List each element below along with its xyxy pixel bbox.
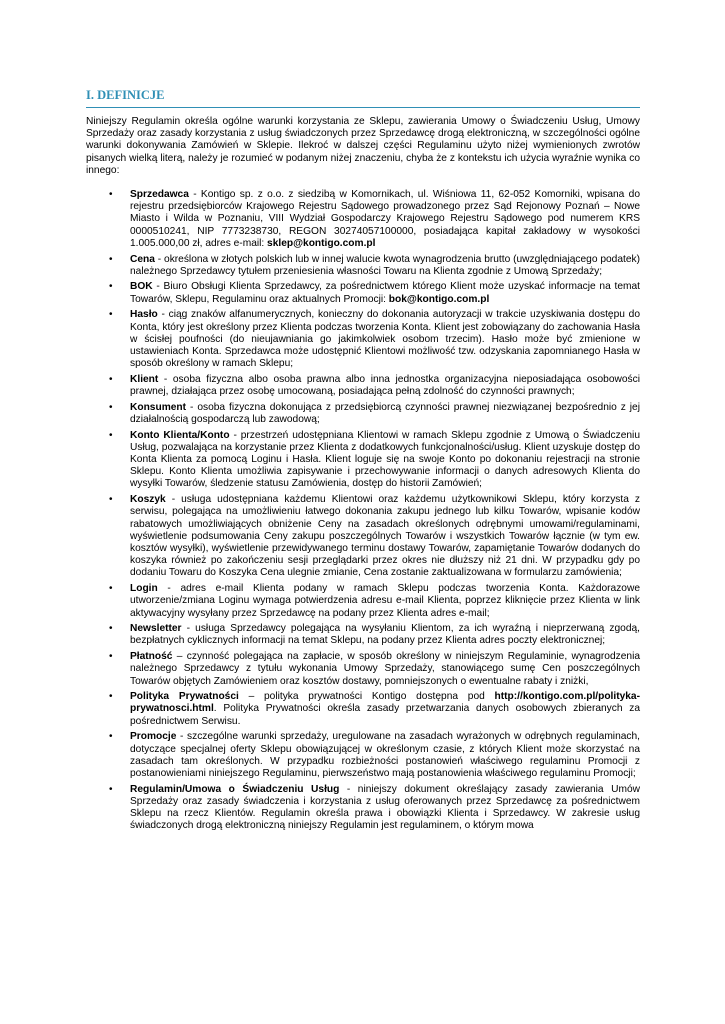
definition-emphasis: bok@kontigo.com.pl bbox=[388, 293, 490, 305]
definition-term: Hasło bbox=[130, 309, 158, 321]
definition-text: – czynność polegająca na zapłacie, w sposób określony w niniejszym Regulaminie, wynagrodzenia należnego Sprzedawcy z tytułu wykonania Umowy Sprzedaży, stanowiącego sumę Cen poszczególnych Towarów objętych Zamówieniem oraz kosztów dostawy, pomniejszonych o ewentualne rabaty i zniżki, bbox=[130, 651, 640, 687]
definition-item bbox=[86, 731, 640, 780]
definition-term: Płatność bbox=[130, 651, 173, 663]
bullet-icon: • bbox=[109, 691, 113, 703]
definition-item bbox=[86, 583, 640, 620]
definition-text: - osoba fizyczna albo osoba prawna albo inna jednostka organizacyjna nieposiadająca osobowości prawnej, działająca przez osobę umocowaną, posiadająca pełną zdolność do czynności prawnych; bbox=[130, 373, 640, 398]
definition-text: - szczególne warunki sprzedaży, uregulowane na zasadach wyrażonych w odrębnych regulaminach, dotyczące specjalnej oferty Sklepu obowiązującej w określonym czasie, z których Klient może skorzystać na zasadach tam określonych. W przypadku rozbieżności postanowień właściwego regulaminu Promocji z postanowieniami niniejszego Regulaminu, pierwszeństwo mają postanowienia właściwego regulaminu Promocji; bbox=[130, 731, 640, 779]
definition-text: - przestrzeń udostępniana Klientowi w ramach Sklepu zgodnie z Umową o Świadczeniu Usług, pozwalająca na korzystanie przez Klienta z dodatkowych funkcjonalności/usług. Klient uzyskuje dostęp do Konta Klienta za pomocą Loginu i Hasła. Klient loguje się na swoje Konto po dokonaniu rejestracji na stronie Sklepu. Konto Klienta umożliwia zapisywanie i przechowywanie informacji o danych adresowych Klienta do wysyłki Towarów, śledzenie statusu Zamówienia, dostęp do historii Zamówień; bbox=[130, 429, 640, 490]
definition-text: – polityka prywatności Kontigo dostępna pod bbox=[238, 691, 495, 703]
bullet-icon: • bbox=[109, 651, 113, 663]
intro-paragraph: Niniejszy Regulamin określa ogólne warunki korzystania ze Sklepu, zawierania Umowy o Świadczeniu Usług, Umowy Sprzedaży oraz zasady korzystania z usług świadczonych przez Sprzedawcę drogą elektroniczną, w szczególności ogólne warunki dokonywania Zamówień w Sklepie. Ilekroć w dalszej części Regulaminu użyto niżej wymienionych zwrotów pisanych wielką literą, należy je rozumieć w podanym niżej znaczeniu, chyba że z kontekstu ich użycia wyraźnie wynika co innego: bbox=[86, 116, 640, 176]
definition-text: - niniejszy dokument określający zasady zawierania Umów Sprzedaży oraz zasady świadczenia i korzystania z usług oferowanych przez Sprzedawcę za pośrednictwem Sklepu na rzecz Klientów. Regulamin określa prawa i obowiązki Klienta i Sprzedawcy. W zakresie usług świadczonych drogą elektroniczną niniejszy Regulamin jest regulaminem, o którym mowa bbox=[130, 783, 640, 832]
definition-item bbox=[86, 281, 640, 305]
definition-text: - określona w złotych polskich lub w innej walucie kwota wynagrodzenia brutto (uwzględniającego podatek) należnego Sprzedawcy tytułem przeniesienia własności Towaru na Klienta zgodnie z Umową Sprzedaży; bbox=[130, 253, 640, 277]
bullet-icon: • bbox=[109, 494, 113, 506]
bullet-icon: • bbox=[109, 583, 113, 595]
definition-item bbox=[86, 189, 640, 250]
definition-text: - adres e-mail Klienta podany w ramach Sklepu podczas tworzenia Konta. Każdorazowe utworzenie/zmiana Loginu wymaga potwierdzenia adresu e-mail Klienta, poprzez kliknięcie przez Klienta w link aktywacyjny wysyłany przez Sprzedawcę na podany przez Klienta adres e-mail; bbox=[130, 583, 640, 619]
bullet-icon: • bbox=[109, 401, 113, 413]
bullet-icon: • bbox=[109, 623, 113, 635]
definition-term: Konsument bbox=[130, 401, 187, 413]
section-heading: I. DEFINICJE bbox=[86, 88, 640, 108]
bullet-icon: • bbox=[109, 731, 113, 743]
definition-term: Polityka Prywatności bbox=[130, 691, 239, 703]
definition-item bbox=[86, 494, 640, 579]
definition-text: - Kontigo sp. z o.o. z siedzibą w Komornikach, ul. Wiśniowa 11, 62-052 Komorniki, wpisana do rejestru przedsiębiorców Krajowego Rejestru Sądowego prowadzonego przez Sąd Rejonowy Poznań – Nowe Miasto i Wilda w Poznaniu, VIII Wydział Gospodarczy Krajowego Rejestru Sądowego pod numerem KRS 0000510241, NIP 7773238730, REGON 30274057100000, posiadająca kapitał zakładowy w wysokości 1.005.000,00 zł, adres e-mail: bbox=[130, 189, 640, 249]
definition-term: Koszyk bbox=[130, 494, 166, 506]
definitions-list bbox=[86, 189, 640, 832]
definition-term: Newsletter bbox=[130, 623, 182, 635]
definition-text: - usługa udostępniana każdemu Klientowi oraz każdemu użytkownikowi Sklepu, który korzysta z serwisu, polegająca na umożliwieniu łatwego dokonania zakupu jednego lub kilku Towarów, wpisanie kodów rabatowych umożliwiających obniżenie Ceny na zasadach określonych odrębnymi umowami/regulaminami, wyświetlenie podsumowania Ceny zakupu poszczególnych Towarów i wszystkich Towarów łącznie (w tym ew. kosztów wysyłki), wyświetlenie przewidywanego terminu dostawy Towarów, zapamiętanie Towarów dodanych do koszyka również po zakończeniu sesji przeglądarki przez okres nie dłuższy niż 21 dni. W przypadku gdy po dodaniu Towaru do Koszyka Cena ulegnie zmianie, Cena zostanie zaktualizowana w formularzu zamówienia; bbox=[130, 494, 640, 579]
bullet-icon: • bbox=[109, 783, 113, 795]
definition-item bbox=[86, 309, 640, 370]
definition-term: Konto Klienta/Konto bbox=[130, 429, 230, 441]
definition-text: - usługa Sprzedawcy polegająca na wysyłaniu Klientom, za ich wyraźną i nieprzerwaną zgodą, bezpłatnych cyklicznych informacji na temat Sklepu, na podany przez Klienta adres poczty elektronicznej; bbox=[130, 623, 640, 647]
definition-term: Sprzedawca bbox=[130, 189, 189, 201]
definition-item bbox=[86, 784, 640, 833]
bullet-icon: • bbox=[109, 429, 113, 441]
definition-term: BOK bbox=[130, 281, 153, 293]
definition-item bbox=[86, 374, 640, 398]
definition-text: - Biuro Obsługi Klienta Sprzedawcy, za pośrednictwem którego Klient może uzyskać informacje na temat Towarów, Sklepu, Regulaminu oraz aktualnych Promocji: bbox=[130, 281, 640, 305]
definition-term: Cena bbox=[130, 253, 155, 265]
definition-emphasis: sklep@kontigo.com.pl bbox=[267, 237, 376, 249]
definition-term: Regulamin/Umowa o Świadczeniu Usług bbox=[130, 783, 340, 795]
bullet-icon: • bbox=[109, 373, 113, 385]
definition-item bbox=[86, 430, 640, 491]
definition-emphasis: http://kontigo.com.pl/polityka-prywatnosci.html bbox=[130, 691, 640, 715]
definition-item bbox=[86, 691, 640, 728]
definition-term: Promocje bbox=[130, 731, 177, 743]
definition-text-tail: . Polityka Prywatności określa zasady przetwarzania danych osobowych zbieranych za pośrednictwem Serwisu. bbox=[130, 703, 640, 727]
document-page bbox=[86, 88, 640, 836]
definition-text: - osoba fizyczna dokonująca z przedsiębiorcą czynności prawnej niezwiązanej bezpośrednio z jej działalnością gospodarczą lub zawodową; bbox=[130, 401, 640, 425]
definition-item bbox=[86, 254, 640, 278]
bullet-icon: • bbox=[109, 189, 113, 201]
bullet-icon: • bbox=[109, 253, 113, 265]
definition-text: - ciąg znaków alfanumerycznych, konieczny do dokonania autoryzacji w trakcie uzyskiwania dostępu do Konta, który jest określony przez Klienta podczas tworzenia Konta. Klient jest zobowiązany do zachowania Hasła w ścisłej poufności (do nieujawniania go jakimkolwiek osobom trzecim). Hasło może być zmienione w ustawieniach Konta. Sprzedawca może udostępnić Klientowi możliwość tzw. odzyskania zapomnianego Hasła w sposób określony w ramach Sklepu; bbox=[130, 309, 640, 370]
definition-item bbox=[86, 623, 640, 647]
bullet-icon: • bbox=[109, 281, 113, 293]
definition-item bbox=[86, 651, 640, 688]
definition-item bbox=[86, 402, 640, 426]
definition-term: Login bbox=[130, 583, 158, 595]
definition-term: Klient bbox=[130, 373, 159, 385]
bullet-icon: • bbox=[109, 309, 113, 321]
